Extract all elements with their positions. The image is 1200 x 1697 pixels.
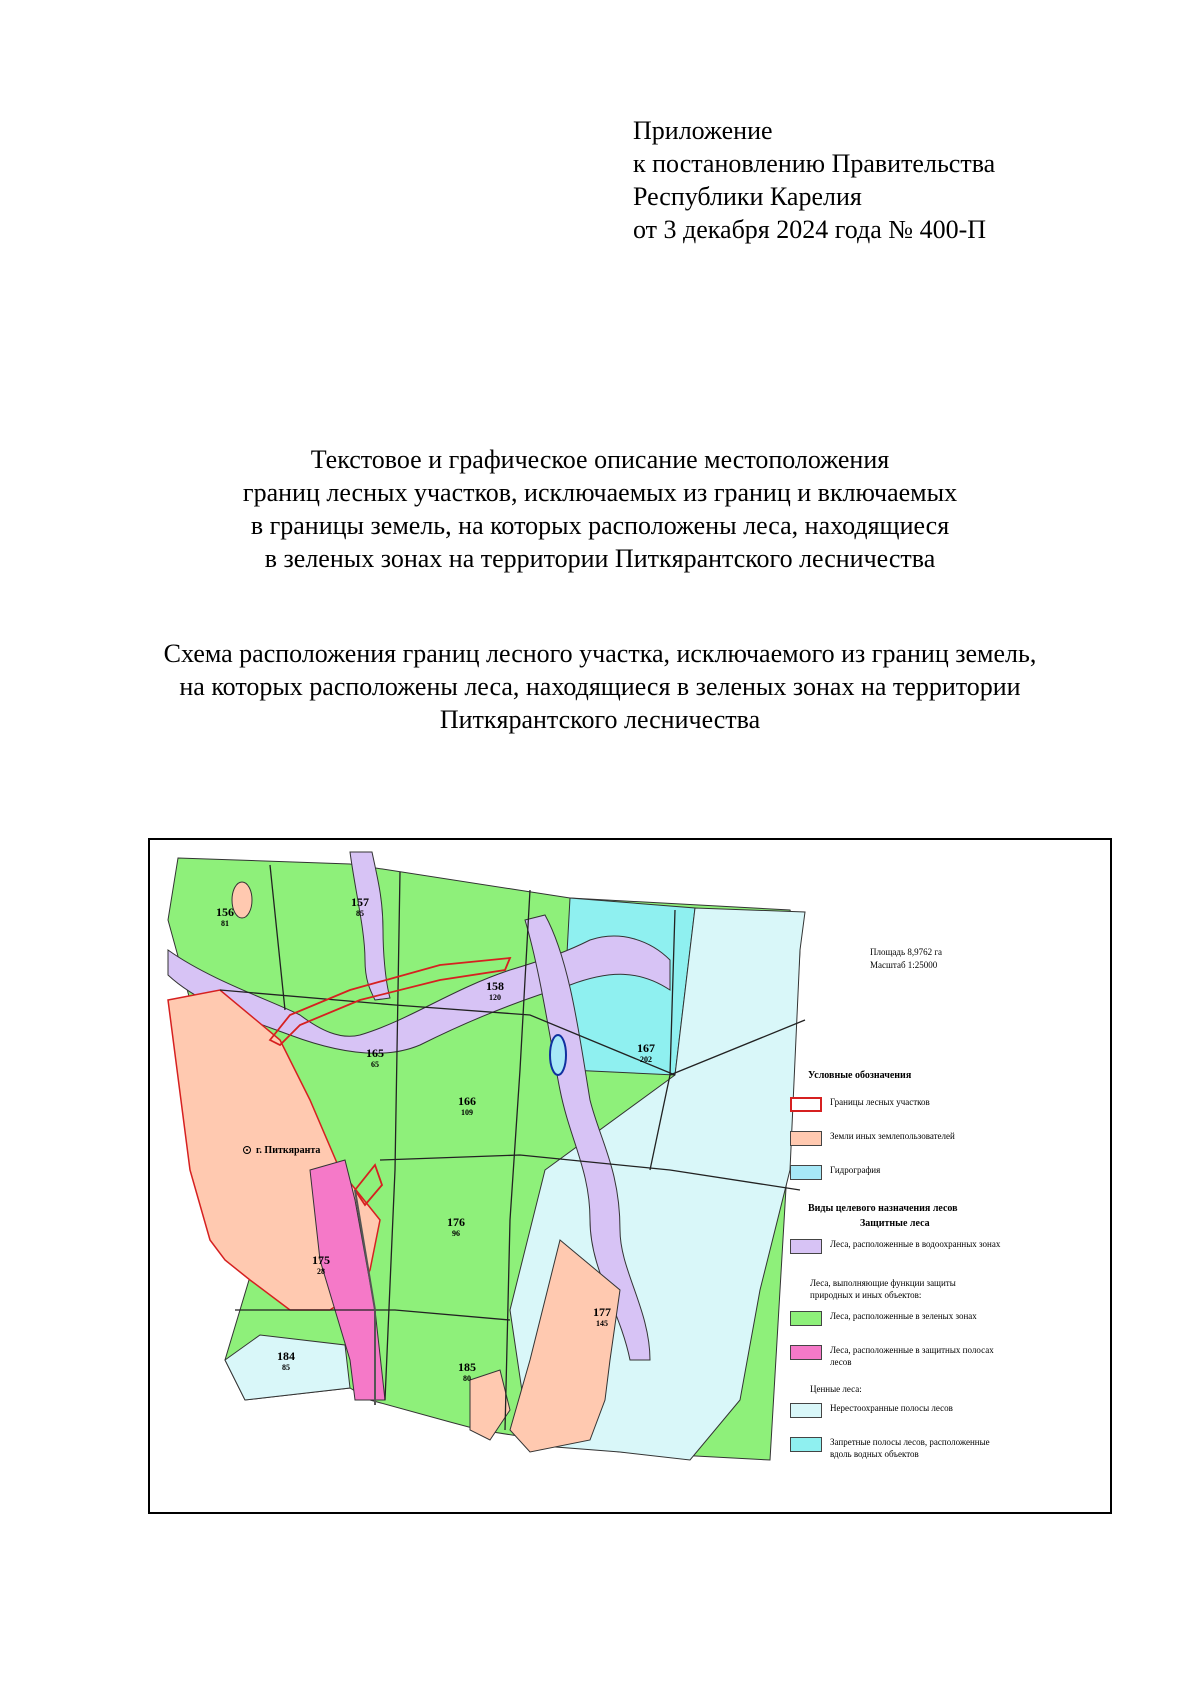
legend-item-water-protection bbox=[790, 1237, 1090, 1271]
map-scale: Масштаб 1:25000 bbox=[870, 960, 938, 970]
map-frame bbox=[148, 838, 1112, 1514]
map-area: Площадь 8,9762 га bbox=[870, 947, 943, 957]
appendix-line-4: от 3 декабря 2024 года № 400-П bbox=[633, 215, 987, 244]
legend-swatch-other-lands bbox=[790, 1131, 822, 1146]
legend-label: Земли иных землепользователей bbox=[830, 1131, 955, 1141]
quarter-number: 176 bbox=[447, 1215, 465, 1229]
quarter-number: 165 bbox=[366, 1046, 384, 1060]
appendix-line-2: к постановлению Правительства bbox=[633, 149, 996, 178]
quarter-number: 157 bbox=[351, 895, 369, 909]
legend-label: Леса, расположенные в водоохранных зонах bbox=[830, 1239, 1001, 1249]
quarter-area: 65 bbox=[371, 1060, 379, 1069]
quarter-area: 120 bbox=[489, 993, 501, 1002]
map-meta bbox=[870, 946, 942, 972]
appendix-line-3: Республики Карелия bbox=[633, 182, 862, 211]
quarter-area: 80 bbox=[463, 1374, 471, 1383]
quarter-area: 96 bbox=[452, 1229, 460, 1238]
legend-purpose-heading: Виды целевого назначения лесов bbox=[808, 1203, 958, 1214]
appendix-block bbox=[633, 114, 995, 246]
scheme-title-line-2: на которых расположены леса, находящиеся в зеленых зонах на территории bbox=[179, 672, 1021, 701]
scheme-title-line-3: Питкярантского лесничества bbox=[439, 705, 761, 734]
quarter-number: 167 bbox=[637, 1041, 655, 1055]
quarter-number: 175 bbox=[312, 1253, 330, 1267]
legend-item-boundaries bbox=[790, 1095, 1090, 1129]
prohibited-strip-area bbox=[565, 898, 695, 1075]
legend-swatch-hydro bbox=[790, 1165, 822, 1180]
legend-label: Нерестоохранные полосы лесов bbox=[830, 1403, 953, 1413]
document-title bbox=[0, 443, 1200, 575]
town-marker-dot-icon bbox=[246, 1149, 248, 1151]
legend-label: Границы лесных участков bbox=[830, 1097, 930, 1107]
legend-label: Запретные полосы лесов, расположенные вдоль водных объектов bbox=[830, 1437, 990, 1459]
quarter-area: 81 bbox=[221, 919, 229, 928]
legend-swatch-green-zones bbox=[790, 1311, 822, 1326]
town-label: г. Питкяранта bbox=[256, 1145, 321, 1156]
quarter-number: 185 bbox=[458, 1360, 476, 1374]
legend-label: Леса, расположенные в защитных полосах лесов bbox=[830, 1345, 994, 1367]
quarter-area: 109 bbox=[461, 1108, 473, 1117]
quarter-number: 158 bbox=[486, 979, 504, 993]
quarter-area: 202 bbox=[640, 1055, 652, 1064]
legend-label: Гидрография bbox=[830, 1165, 881, 1175]
legend-swatch-spawning bbox=[790, 1403, 822, 1418]
hydrography-lake bbox=[550, 1035, 566, 1075]
title-line-2: границ лесных участков, исключаемых из границ и включаемых bbox=[242, 478, 958, 507]
quarter-number: 156 bbox=[216, 905, 234, 919]
quarter-number: 166 bbox=[458, 1094, 476, 1108]
quarter-area: 85 bbox=[356, 909, 364, 918]
other-land-users-north bbox=[232, 882, 252, 918]
quarter-area: 28 bbox=[317, 1267, 325, 1276]
legend-swatch-water-protection bbox=[790, 1239, 822, 1254]
scheme-title bbox=[0, 637, 1200, 736]
legend-swatch-prohibited bbox=[790, 1437, 822, 1452]
legend-item-protective-strips bbox=[790, 1343, 1090, 1377]
legend-label: Леса, расположенные в зеленых зонах bbox=[830, 1311, 977, 1321]
title-line-1: Текстовое и графическое описание местоположения bbox=[310, 445, 890, 474]
quarter-number: 184 bbox=[277, 1349, 295, 1363]
legend-item-prohibited bbox=[790, 1435, 1090, 1469]
legend-item-hydro bbox=[790, 1163, 1090, 1197]
appendix-line-1: Приложение bbox=[633, 116, 773, 145]
legend-swatch-boundaries bbox=[790, 1097, 822, 1112]
legend-heading: Условные обозначения bbox=[808, 1070, 912, 1081]
title-line-3: в границы земель, на которых расположены леса, находящиеся bbox=[250, 511, 950, 540]
legend-item-spawning bbox=[790, 1401, 1090, 1435]
legend-swatch-protective-strips bbox=[790, 1345, 822, 1360]
legend-item-other-lands bbox=[790, 1129, 1090, 1163]
quarter-area: 145 bbox=[596, 1319, 608, 1328]
scheme-title-line-1: Схема расположения границ лесного участка, исключаемого из границ земель, bbox=[163, 639, 1037, 668]
legend-item-green-zones bbox=[790, 1309, 1090, 1343]
legend bbox=[790, 1070, 1090, 1469]
quarter-number: 177 bbox=[593, 1305, 611, 1319]
legend-protective-heading: Защитные леса bbox=[860, 1218, 930, 1229]
legend-valuable-heading: Ценные леса: bbox=[810, 1384, 862, 1394]
legend-protective-functions: Леса, выполняющие функции защиты природных и иных объектов: bbox=[810, 1278, 956, 1300]
quarter-area: 85 bbox=[282, 1363, 290, 1372]
title-line-4: в зеленых зонах на территории Питкярантского лесничества bbox=[264, 544, 936, 573]
